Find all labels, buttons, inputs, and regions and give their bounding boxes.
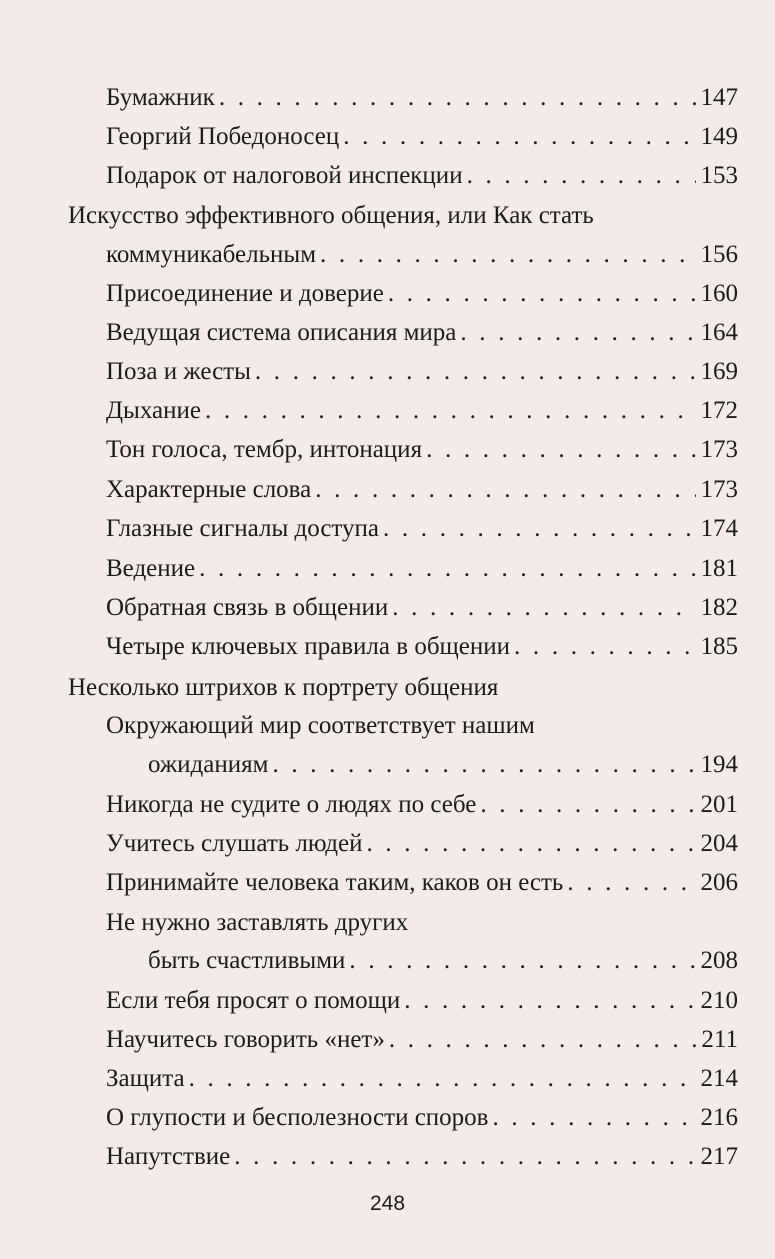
toc-entry <box>106 509 738 548</box>
toc-entry-page: 201 <box>700 791 738 818</box>
toc-leader-dots <box>460 313 696 352</box>
toc-entry-title: быть счастливыми <box>148 947 346 974</box>
toc-entry-title: Ведущая система описания мира <box>106 319 457 346</box>
toc-entry-page: 211 <box>701 1026 738 1053</box>
toc-entry-page: 208 <box>700 947 738 974</box>
toc-leader-dots <box>404 981 696 1020</box>
toc-entry-title: Принимайте человека таким, каков он есть <box>106 869 564 896</box>
toc-leader-dots <box>189 1059 696 1098</box>
toc-entry-title: Присоединение и доверие <box>106 280 384 307</box>
toc-entry-title: Обратная связь в общении <box>106 594 389 621</box>
toc-entry <box>106 391 738 430</box>
toc-entry <box>106 156 738 195</box>
toc-leader-dots <box>567 863 696 902</box>
toc-entry-page: 169 <box>700 358 738 385</box>
toc-entry <box>106 430 738 469</box>
toc-leader-dots <box>426 430 696 469</box>
toc-entry-page: 173 <box>700 476 738 503</box>
toc-entry <box>106 588 738 627</box>
toc-entry <box>106 549 738 588</box>
toc-entry-title: Учитесь слушать людей <box>106 830 363 857</box>
toc-entry-title: Если тебя просят о помощи <box>106 987 401 1014</box>
toc-entry-page: 210 <box>700 987 738 1014</box>
toc-section-heading: Несколько штрихов к портрету общения <box>68 674 499 701</box>
toc-entry <box>148 745 738 784</box>
toc-entry-title: Подарок от налоговой инспекции <box>106 162 463 189</box>
toc-leader-dots <box>234 1137 696 1176</box>
toc-entry-title: Ведение <box>106 555 196 582</box>
toc-entry <box>106 78 738 117</box>
toc-leader-dots <box>389 1020 696 1059</box>
page-number: 248 <box>369 1192 406 1215</box>
toc-entry-page: 147 <box>700 84 738 111</box>
toc-leader-dots <box>366 824 696 863</box>
toc-entry-title: Научитесь говорить «нет» <box>106 1026 385 1053</box>
toc-leader-dots <box>315 470 696 509</box>
toc-entry <box>106 824 738 863</box>
toc-entry <box>148 941 738 980</box>
toc-entry <box>106 1137 738 1176</box>
toc-entry-title: Четыре ключевых правила в общении <box>106 633 511 660</box>
toc-leader-dots <box>467 156 696 195</box>
toc-entry-title: Георгий Победоносец <box>106 123 340 150</box>
toc-entry-page: 181 <box>700 555 738 582</box>
toc-leader-dots <box>199 549 696 588</box>
toc-entry-page: 182 <box>700 594 738 621</box>
toc-entry-page: 160 <box>700 280 738 307</box>
toc-entry-page: 149 <box>700 123 738 150</box>
toc-leader-dots <box>492 1098 696 1137</box>
toc-entry <box>106 274 738 313</box>
toc-leader-dots <box>349 941 696 980</box>
toc-entry <box>106 1098 738 1137</box>
toc-entry <box>106 863 738 902</box>
toc-entry-title-line1: Не нужно заставлять других <box>106 909 409 936</box>
toc-leader-dots <box>480 785 696 824</box>
toc-entry <box>106 981 738 1020</box>
toc-leader-dots <box>219 78 696 117</box>
toc-entry-page: 185 <box>700 633 738 660</box>
toc-leader-dots <box>514 627 696 666</box>
toc-entry-page: 164 <box>700 319 738 346</box>
toc-leader-dots <box>343 117 696 156</box>
toc-entry <box>106 470 738 509</box>
toc-leader-dots <box>205 391 696 430</box>
toc-entry-title-line1: Окружающий мир соответствует нашим <box>106 712 535 739</box>
toc-leader-dots <box>320 235 696 274</box>
toc-entry <box>106 117 738 156</box>
toc-leader-dots <box>272 745 696 784</box>
toc-entry-title: ожиданиям <box>148 751 269 778</box>
toc-entry-page: 216 <box>700 1104 738 1131</box>
toc-entry <box>106 313 738 352</box>
toc-entry-page: 204 <box>700 830 738 857</box>
toc-entry-title: О глупости и бесполезности споров <box>106 1104 489 1131</box>
toc-entry-title: Защита <box>106 1065 185 1092</box>
toc-entry-page: 153 <box>700 162 738 189</box>
toc-entry-title: Глазные сигналы доступа <box>106 515 379 542</box>
toc-entry-title: Напутствие <box>106 1143 231 1170</box>
toc-entry <box>106 627 738 666</box>
toc-entry-page: 217 <box>700 1143 738 1170</box>
toc-entry-page: 174 <box>700 515 738 542</box>
toc-entry-page: 172 <box>700 397 738 424</box>
toc-entry <box>106 1020 738 1059</box>
toc-entry <box>106 235 738 274</box>
toc-entry-title: Бумажник <box>106 84 215 111</box>
toc-entry-title: Тон голоса, тембр, интонация <box>106 436 423 463</box>
toc-leader-dots <box>388 274 696 313</box>
toc-section-heading: Искусство эффективного общения, или Как стать <box>68 202 594 229</box>
toc-entry <box>106 785 738 824</box>
toc-entry-title: Поза и жесты <box>106 358 251 385</box>
toc-entry-title: Характерные слова <box>106 476 312 503</box>
toc-entry-title: Дыхание <box>106 397 201 424</box>
toc-entry-page: 173 <box>700 436 738 463</box>
toc-entry <box>106 1059 738 1098</box>
toc-entry-page: 206 <box>700 869 738 896</box>
toc-entry <box>106 352 738 391</box>
toc-leader-dots <box>392 588 696 627</box>
toc-entry-page: 156 <box>700 241 738 268</box>
toc-entry-title: Никогда не судите о людях по себе <box>106 791 477 818</box>
toc-leader-dots <box>255 352 696 391</box>
toc-leader-dots <box>383 509 696 548</box>
toc-entry-page: 194 <box>700 751 738 778</box>
toc-entry-title: коммуникабельным <box>106 241 317 268</box>
toc-entry-page: 214 <box>700 1065 738 1092</box>
